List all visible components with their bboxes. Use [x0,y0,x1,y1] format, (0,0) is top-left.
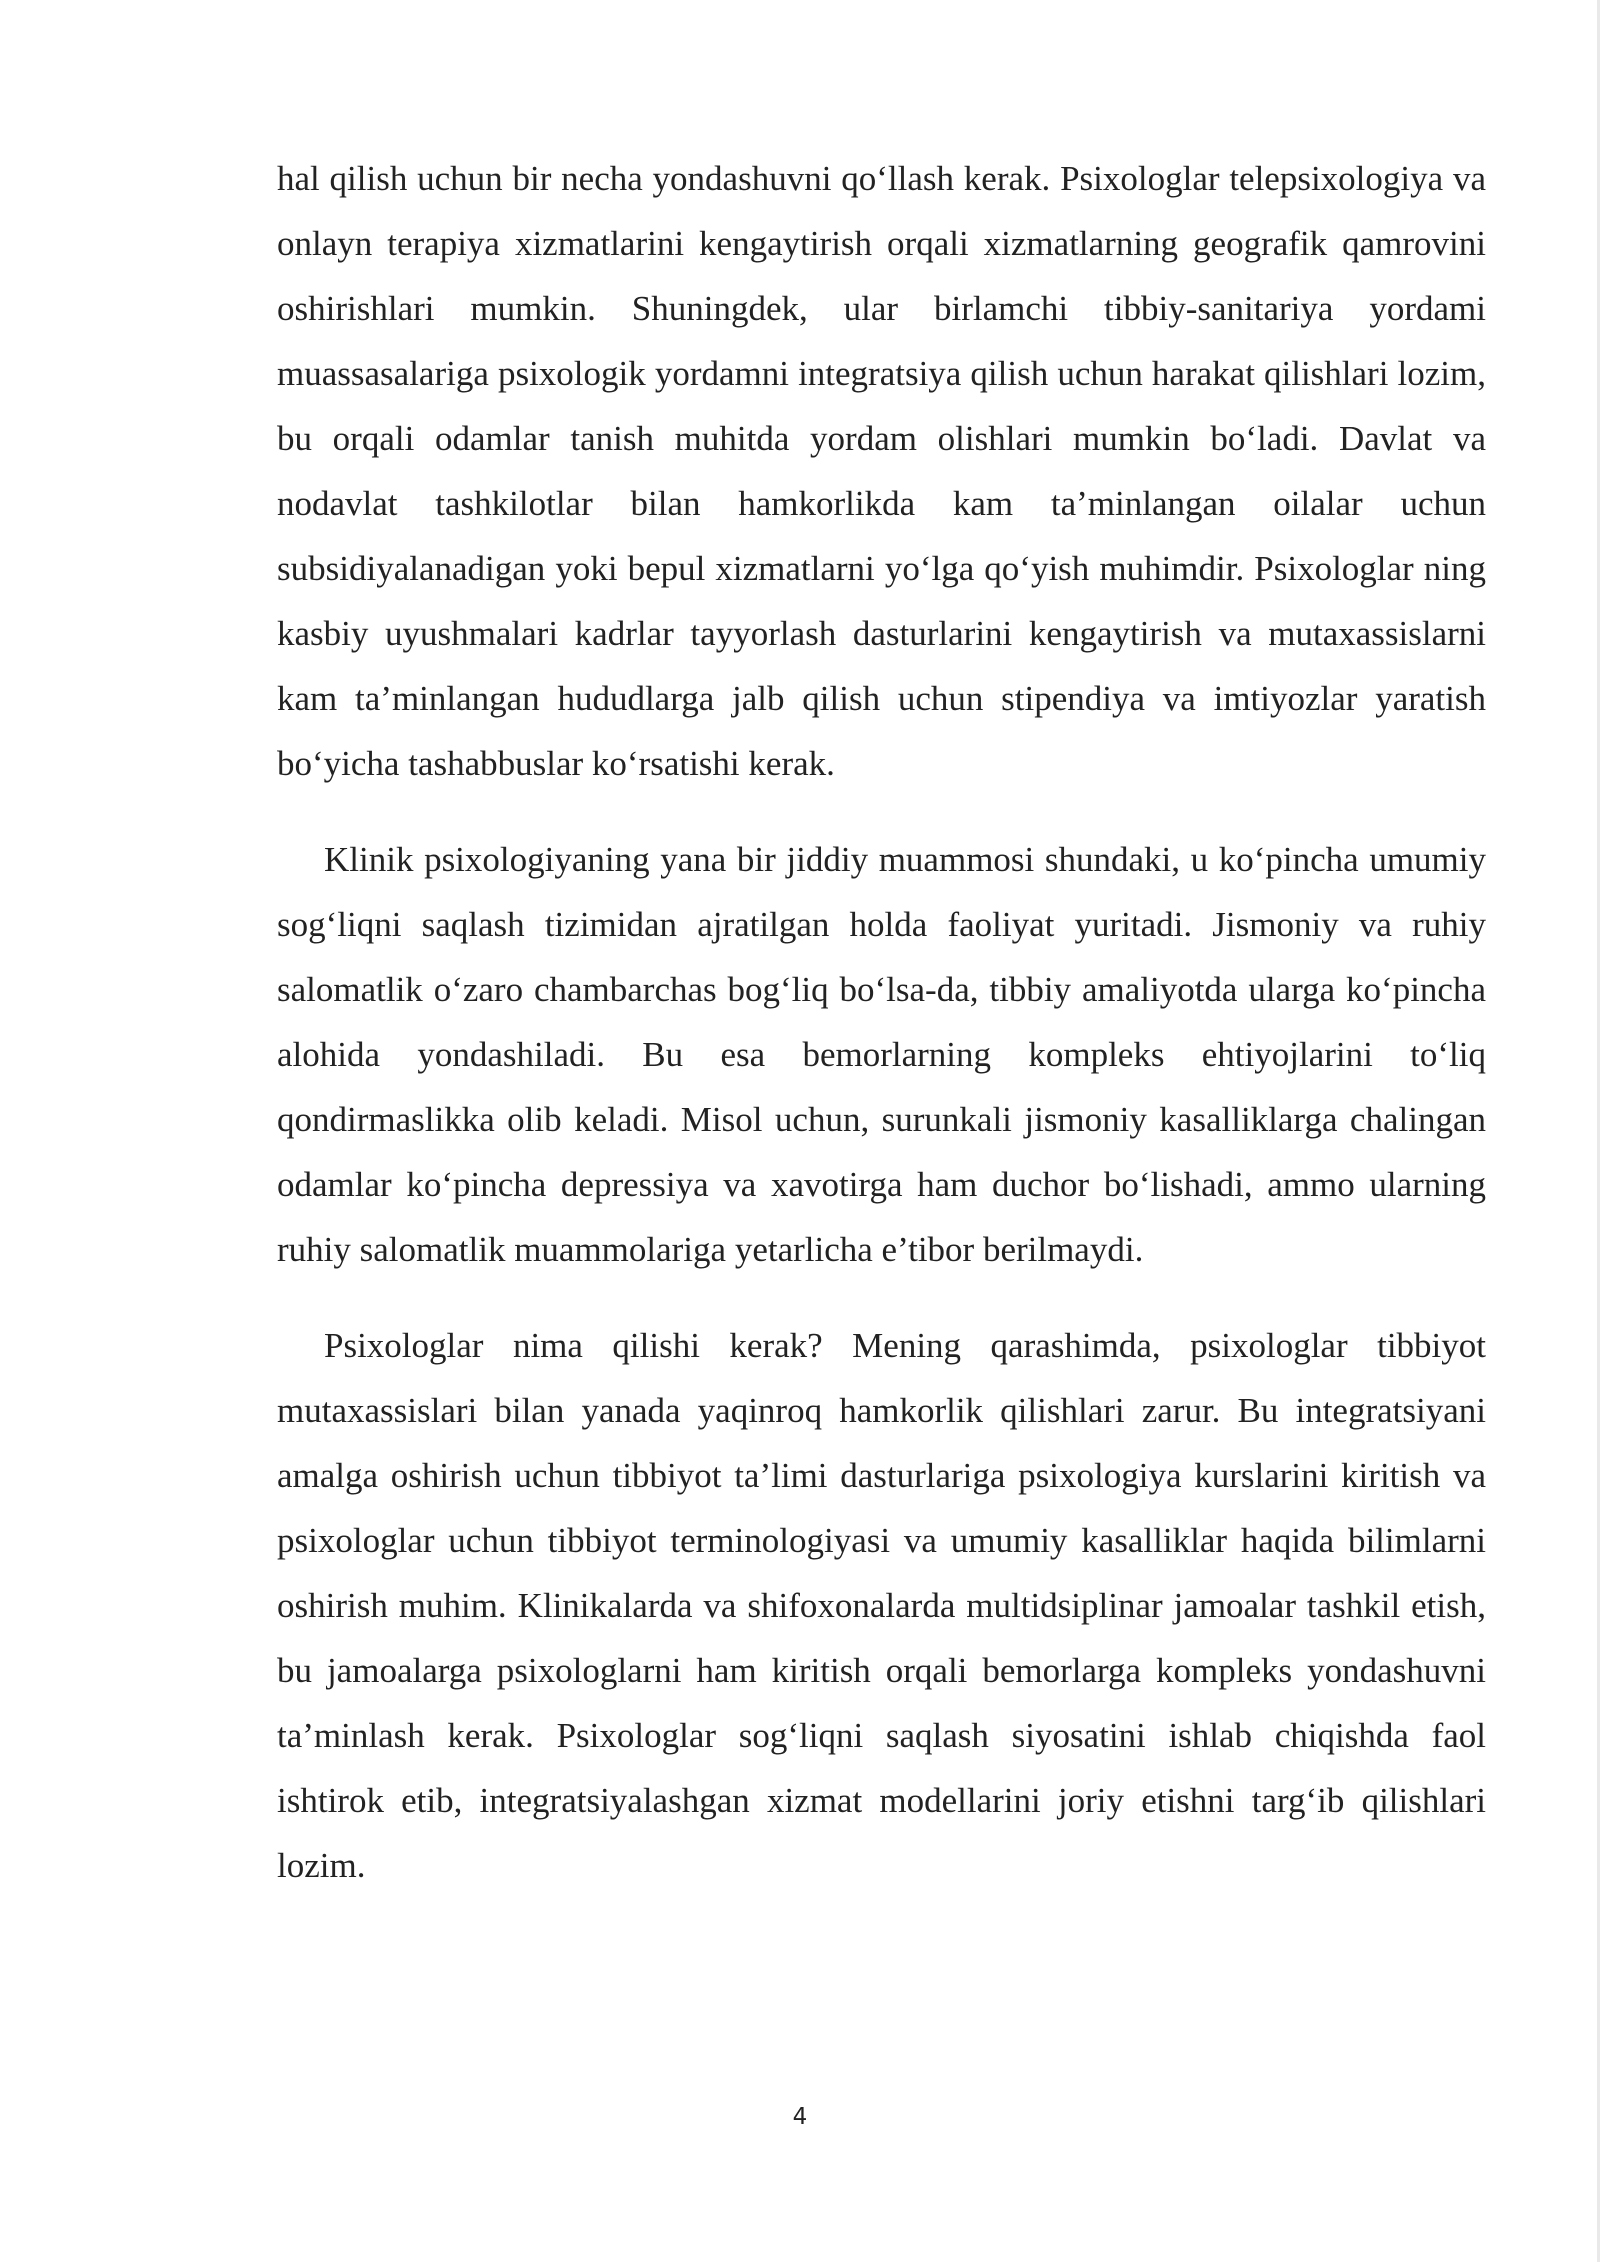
paragraph-1: hal qilish uchun bir necha yondashuvni qo‘llash kerak. Psixologlar telepsixologiya va onlayn terapiya xizmatlarini kengaytirish orqali xizmatlarning geografik qamrovini oshirishlari mumkin. Shuningdek, ular birlamchi tibbiy-sanitariya yordami muassasalariga psixologik yordamni integratsiya qilish uchun harakat qilishlari lozim, bu orqali odamlar tanish muhitda yordam olishlari mumkin bo‘ladi. Davlat va nodavlat tashkilotlar bilan hamkorlikda kam ta’minlangan oilalar uchun subsidiyalanadigan yoki bepul xizmatlarni yo‘lga qo‘yish muhimdir. Psixologlar ning kasbiy uyushmalari kadrlar tayyorlash dasturlarini kengaytirish va mutaxassislarni kam ta’minlangan hududlarga jalb qilish uchun stipendiya va imtiyozlar yaratish bo‘yicha tashabbuslar ko‘rsatishi kerak. [277,159,1486,783]
body-text [277,146,1486,1898]
paragraph-3: Psixologlar nima qilishi kerak? Mening qarashimda, psixologlar tibbiyot mutaxassislari bilan yanada yaqinroq hamkorlik qilishlari zarur. Bu integratsiyani amalga oshirish uchun tibbiyot ta’limi dasturlariga psixologiya kurslarini kiritish va psixologlar uchun tibbiyot terminologiyasi va umumiy kasalliklar haqida bilimlarni oshirish muhim. Klinikalarda va shifoxonalarda multidsiplinar jamoalar tashkil etish, bu jamoalarga psixologlarni ham kiritish orqali bemorlarga kompleks yondashuvni ta’minlash kerak. Psixologlar sog‘liqni saqlash siyosatini ishlab chiqishda faol ishtirok etib, integratsiyalashgan xizmat modellarini joriy etishni targ‘ib qilishlari lozim. [277,1326,1486,1885]
page-number: 4 [792,2104,808,2130]
paragraph-2: Klinik psixologiyaning yana bir jiddiy muammosi shundaki, u ko‘pincha umumiy sog‘liqni saqlash tizimidan ajratilgan holda faoliyat yuritadi. Jismoniy va ruhiy salomatlik o‘zaro chambarchas bog‘liq bo‘lsa-da, tibbiy amaliyotda ularga ko‘pincha alohida yondashiladi. Bu esa bemorlarning kompleks ehtiyojlarini to‘liq qondirmaslikka olib keladi. Misol uchun, surunkali jismoniy kasalliklarga chalingan odamlar ko‘pincha depressiya va xavotirga ham duchor bo‘lishadi, ammo ularning ruhiy salomatlik muammolariga yetarlicha e’tibor berilmaydi. [277,840,1486,1269]
